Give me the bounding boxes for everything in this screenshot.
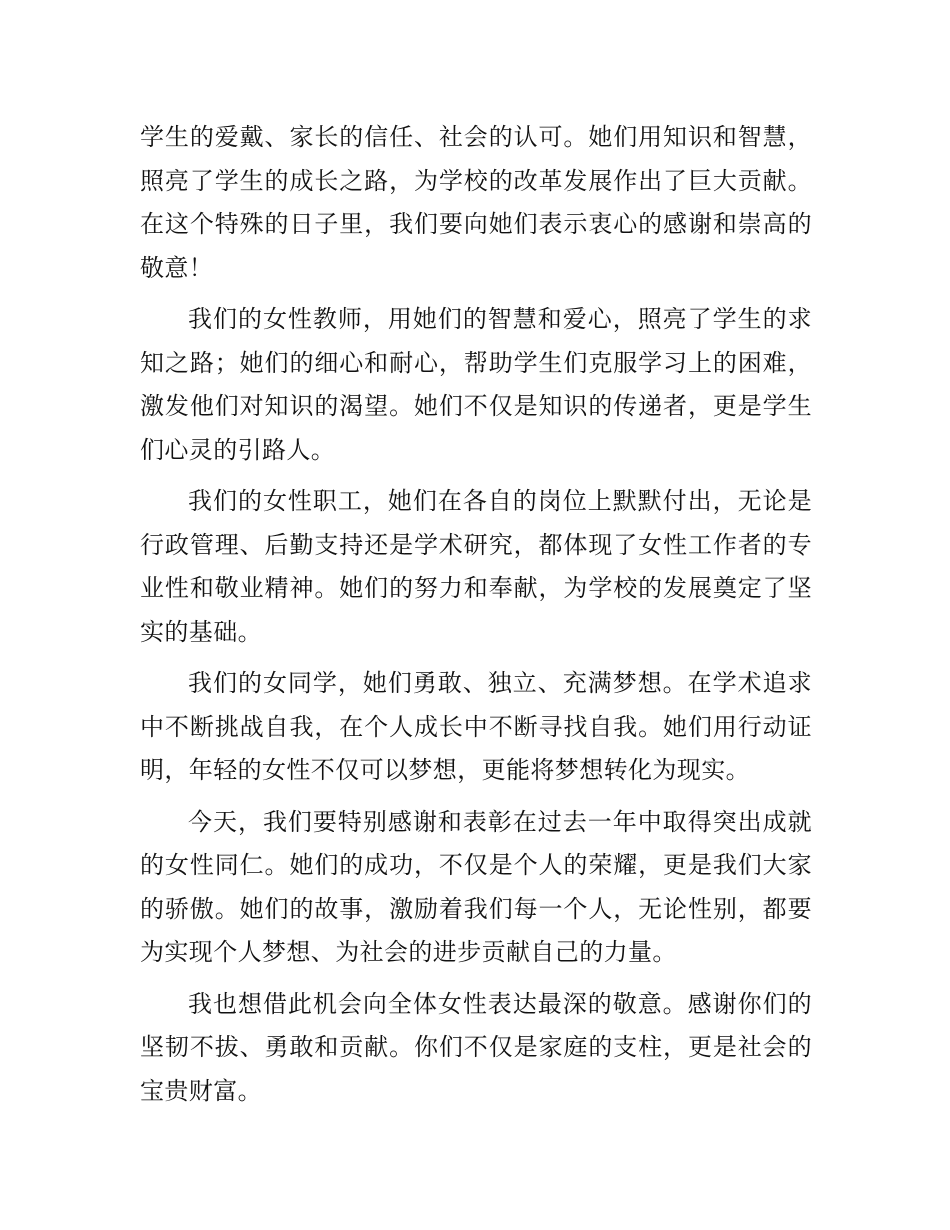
paragraph-female-students: 我们的女同学，她们勇敢、独立、充满梦想。在学术追求中不断挑战自我，在个人成长中不断寻找自我。她们用行动证明，年轻的女性不仅可以梦想，更能将梦想转化为现实。 — [140, 669, 812, 784]
paragraph-tribute: 我也想借此机会向全体女性表达最深的敬意。感谢你们的坚韧不拔、勇敢和贡献。你们不仅是家庭的支柱，更是社会的宝贵财富。 — [140, 989, 812, 1105]
document-body — [140, 116, 812, 1121]
paragraph-female-teachers: 我们的女性教师，用她们的智慧和爱心，照亮了学生的求知之路；她们的细心和耐心，帮助学生们克服学习上的困难，激发他们对知识的渴望。她们不仅是知识的传递者，更是学生们心灵的引路人。 — [140, 305, 812, 464]
paragraph-continuation: 学生的爱戴、家长的信任、社会的认可。她们用知识和智慧，照亮了学生的成长之路，为学校的改革发展作出了巨大贡献。在这个特殊的日子里，我们要向她们表示衷心的感谢和崇高的敬意！ — [140, 123, 812, 282]
paragraph-recognition: 今天，我们要特别感谢和表彰在过去一年中取得突出成就的女性同仁。她们的成功，不仅是个人的荣耀，更是我们大家的骄傲。她们的故事，激励着我们每一个人，无论性别，都要为实现个人梦想、为社会的进步贡献自己的力量。 — [140, 807, 812, 966]
paragraph-female-staff: 我们的女性职工，她们在各自的岗位上默默付出，无论是行政管理、后勤支持还是学术研究，都体现了女性工作者的专业性和敬业精神。她们的努力和奉献，为学校的发展奠定了坚实的基础。 — [140, 487, 812, 646]
